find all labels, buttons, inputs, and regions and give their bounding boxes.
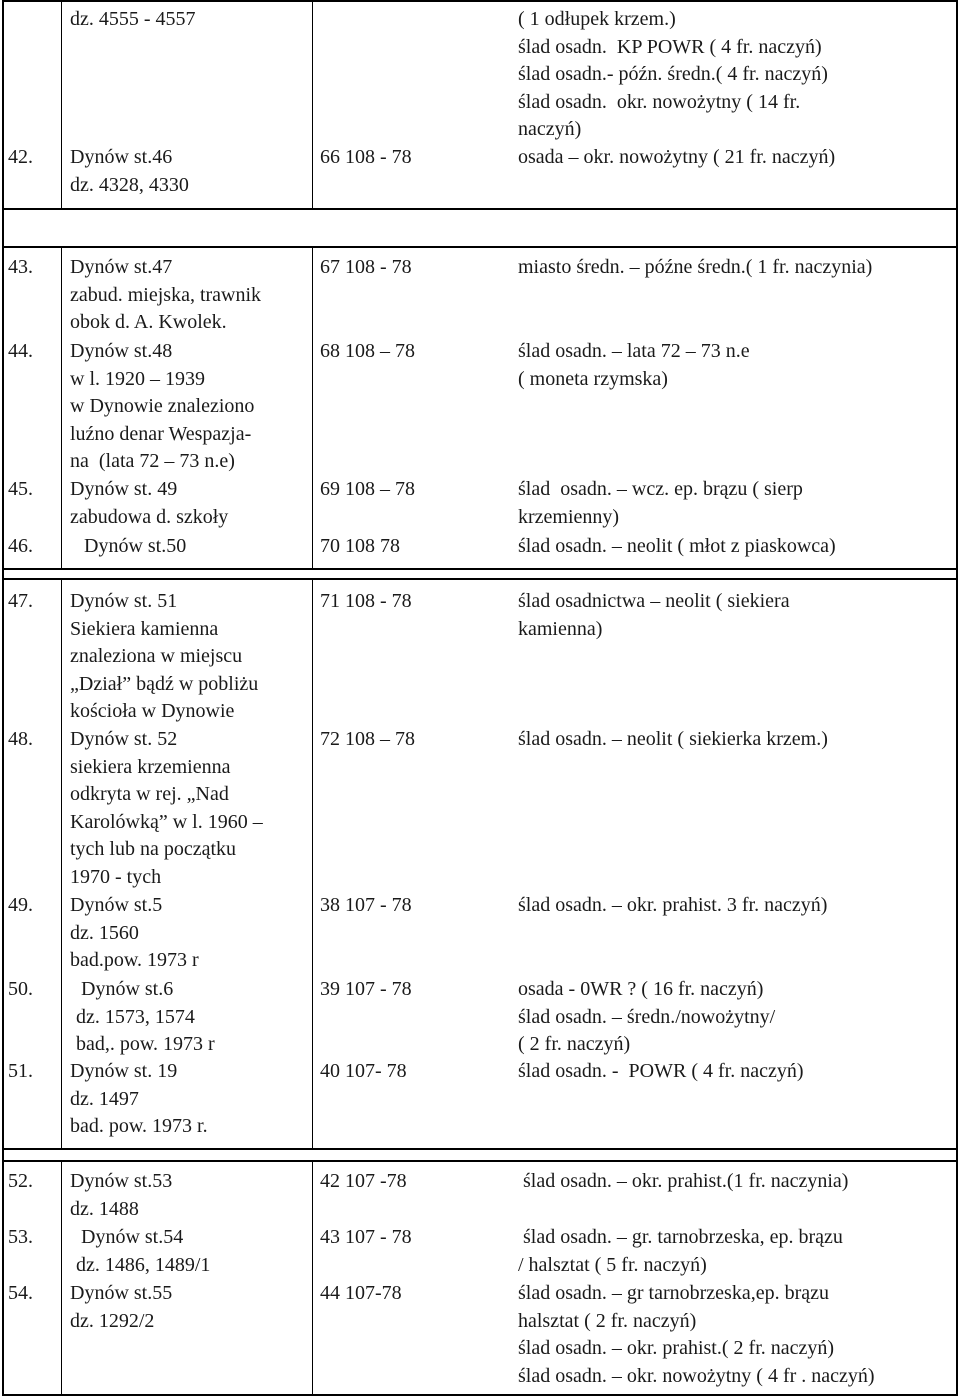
site-description: Dynów st.46 — [70, 146, 173, 168]
site-description: Dynów st.6 — [76, 978, 174, 1000]
table-rule — [2, 568, 958, 570]
site-description: dz. 1573, 1574 — [76, 1005, 195, 1028]
site-description: tych lub na początku — [70, 838, 237, 860]
site-description: znaleziona w miejscu — [70, 645, 243, 667]
row-number: 44. — [8, 340, 33, 362]
column-divider — [312, 578, 313, 1148]
finds-description: ślad osadn. – neolit ( młot z piaskowca) — [518, 535, 836, 557]
site-description: odkryta w rej. „Nad — [70, 783, 229, 805]
site-description: Dynów st.53 — [70, 1170, 173, 1192]
row-number: 43. — [8, 256, 33, 278]
row-number: 51. — [8, 1060, 33, 1082]
row-number: 46. — [8, 535, 33, 557]
site-description: dz. 1488 — [70, 1197, 139, 1220]
site-description: kościoła w Dynowie — [70, 700, 235, 722]
finds-description: osada – okr. nowożytny ( 21 fr. naczyń) — [518, 146, 836, 168]
column-divider — [312, 1160, 313, 1396]
row-number: 47. — [8, 590, 33, 612]
table-rule — [2, 1160, 958, 1162]
finds-description: ślad osadn. – wcz. ep. brązu ( sierp — [518, 478, 803, 500]
site-description: dz. 1560 — [70, 921, 139, 944]
az-sheet-number: 44 107-78 — [320, 1282, 402, 1304]
finds-description: ślad osadn.- późn. średn.( 4 fr. naczyń) — [518, 63, 828, 85]
row-number: 45. — [8, 478, 33, 500]
site-description: w Dynowie znaleziono — [70, 395, 255, 417]
finds-description: ( 1 odłupek krzem.) — [518, 8, 676, 30]
finds-description: / halsztat ( 5 fr. naczyń) — [518, 1253, 707, 1276]
finds-description: miasto średn. – późne średn.( 1 fr. naczynia) — [518, 256, 873, 278]
az-sheet-number: 70 108 78 — [320, 535, 400, 557]
finds-description: ślad osadn. – lata 72 – 73 n.e — [518, 340, 750, 362]
az-sheet-number: 40 107- 78 — [320, 1060, 407, 1082]
az-sheet-number: 39 107 - 78 — [320, 978, 412, 1000]
row-number: 54. — [8, 1282, 33, 1304]
site-description: w l. 1920 – 1939 — [70, 367, 205, 390]
finds-description: ślad osadn. – okr. nowożytny ( 4 fr . naczyń) — [518, 1364, 875, 1387]
table-rule — [2, 578, 958, 580]
finds-description: ślad osadnictwa – neolit ( siekiera — [518, 590, 790, 612]
site-description: bad. pow. 1973 r. — [70, 1115, 208, 1137]
site-description: bad,. pow. 1973 r — [76, 1033, 215, 1055]
site-description: Dynów st.5 — [70, 894, 163, 916]
row-number: 53. — [8, 1226, 33, 1248]
site-description: Dynów st.54 — [76, 1226, 184, 1248]
column-divider — [61, 246, 62, 568]
site-description: „Dział” bądź w pobliżu — [70, 672, 259, 695]
finds-description: ślad osadn. KP POWR ( 4 fr. naczyń) — [518, 35, 822, 58]
site-description: Dynów st.50 — [84, 535, 187, 557]
az-sheet-number: 67 108 - 78 — [320, 256, 412, 278]
site-description: zabudowa d. szkoły — [70, 505, 229, 528]
column-divider — [61, 0, 62, 208]
table-rule — [2, 1148, 958, 1150]
az-sheet-number: 38 107 - 78 — [320, 894, 412, 916]
az-sheet-number: 42 107 -78 — [320, 1170, 407, 1192]
finds-description: ślad osadn. – gr tarnobrzeska,ep. brązu — [518, 1282, 829, 1304]
finds-description: osada - 0WR ? ( 16 fr. naczyń) — [518, 978, 764, 1000]
site-description: obok d. A. Kwolek. — [70, 311, 227, 333]
finds-description: ślad osadn. – okr. prahist. 3 fr. naczyń) — [518, 894, 828, 916]
site-description: Siekiera kamienna — [70, 617, 219, 640]
site-description: dz. 1486, 1489/1 — [76, 1253, 211, 1276]
row-number: 52. — [8, 1170, 33, 1192]
az-sheet-number: 72 108 – 78 — [320, 728, 415, 750]
finds-description: halsztat ( 2 fr. naczyń) — [518, 1309, 697, 1332]
site-description: dz. 1292/2 — [70, 1309, 155, 1332]
finds-description: ślad osadn. – okr. prahist.(1 fr. naczynia) — [518, 1170, 849, 1192]
site-description: dz. 4328, 4330 — [70, 173, 189, 196]
az-sheet-number: 66 108 - 78 — [320, 146, 412, 168]
site-description: 1970 - tych — [70, 865, 162, 888]
finds-description: ślad osadn. – gr. tarnobrzeska, ep. brązu — [518, 1226, 843, 1248]
table-rule — [2, 246, 958, 248]
site-description: Dynów st. 52 — [70, 728, 178, 750]
table-rule — [2, 208, 958, 210]
finds-description: ślad osadn. okr. nowożytny ( 14 fr. — [518, 90, 801, 113]
finds-description: ślad osadn. – średn./nowożytny/ — [518, 1005, 776, 1028]
site-description: Dynów st.47 — [70, 256, 173, 278]
row-number: 50. — [8, 978, 33, 1000]
row-number: 42. — [8, 146, 33, 168]
finds-description: ślad osadn. – neolit ( siekierka krzem.) — [518, 728, 828, 750]
site-description: Dynów st.55 — [70, 1282, 173, 1304]
finds-description: ślad osadn. - POWR ( 4 fr. naczyń) — [518, 1060, 804, 1082]
site-description: dz. 1497 — [70, 1087, 139, 1110]
finds-description: kamienna) — [518, 617, 603, 640]
column-divider — [61, 1160, 62, 1396]
column-divider — [312, 246, 313, 568]
finds-description: naczyń) — [518, 118, 582, 140]
az-sheet-number: 69 108 – 78 — [320, 478, 415, 500]
column-divider — [312, 0, 313, 208]
site-description: Karolówką” w l. 1960 – — [70, 810, 263, 833]
table-rule — [2, 0, 958, 2]
az-sheet-number: 71 108 - 78 — [320, 590, 412, 612]
site-description: Dynów st. 49 — [70, 478, 178, 500]
site-description: luźno denar Wespazja- — [70, 422, 252, 445]
az-sheet-number: 43 107 - 78 — [320, 1226, 412, 1248]
site-description: zabud. miejska, trawnik — [70, 283, 262, 306]
site-description: Dynów st. 51 — [70, 590, 178, 612]
row-number: 49. — [8, 894, 33, 916]
finds-description: ślad osadn. – okr. prahist.( 2 fr. naczyń) — [518, 1337, 835, 1359]
row-number: 48. — [8, 728, 33, 750]
site-description: siekiera krzemienna — [70, 755, 231, 778]
site-description: Dynów st. 19 — [70, 1060, 178, 1082]
finds-description: krzemienny) — [518, 505, 620, 528]
site-description: bad.pow. 1973 r — [70, 949, 199, 971]
finds-description: ( 2 fr. naczyń) — [518, 1033, 631, 1055]
column-divider — [61, 578, 62, 1148]
az-sheet-number: 68 108 – 78 — [320, 340, 415, 362]
finds-description: ( moneta rzymska) — [518, 367, 668, 390]
site-description: dz. 4555 - 4557 — [70, 8, 196, 30]
site-description: na (lata 72 – 73 n.e) — [70, 450, 235, 472]
site-description: Dynów st.48 — [70, 340, 173, 362]
